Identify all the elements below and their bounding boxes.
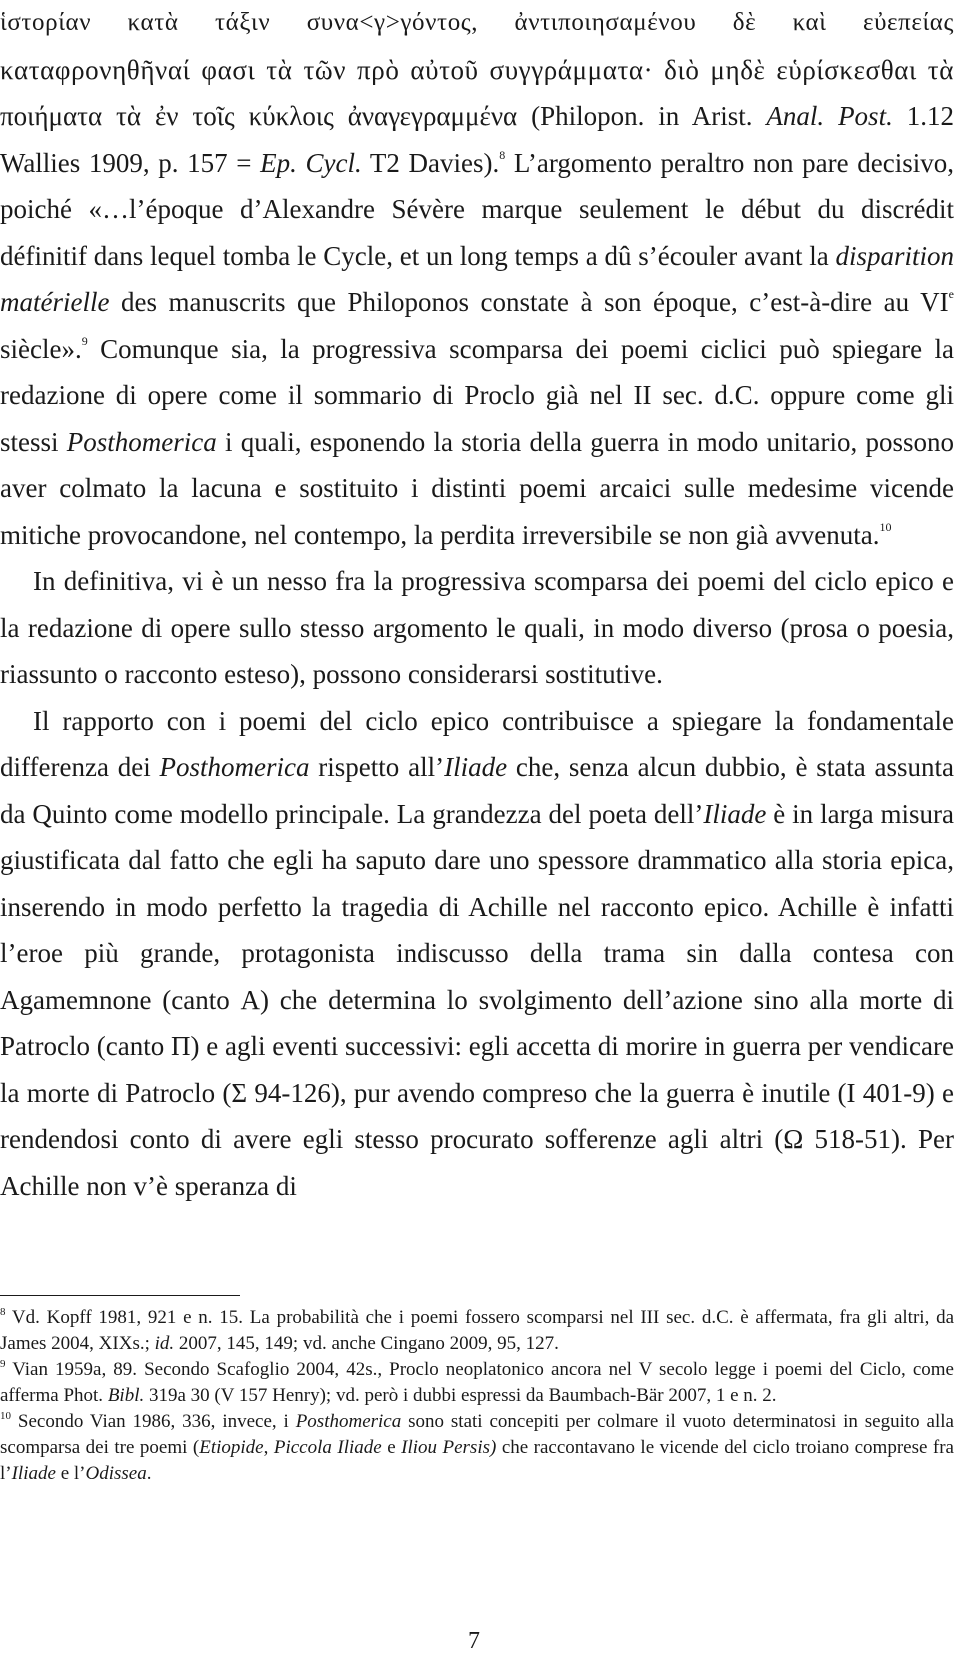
greek-quote-line-2: καταφρονηθῆναί φασι τὰ τῶν πρὸ αὐτοῦ συγγράμματα· διὸ μηδὲ εὑρίσκεσθαι τὰ	[0, 54, 954, 85]
text-run: sono stati concepiti per colmare il vuoto determinatosi in seguito alla scomparsa dei tre poemi (	[0, 1411, 954, 1458]
text-run: T2 Davies).	[361, 147, 500, 178]
text-run: Vd. Kopff 1981, 921 e n. 15. La probabilità che i poemi fossero scomparsi nel III sec. d.C. è affermata, fra gli altri, da James 2004, XIXs.;	[0, 1307, 954, 1354]
text-run: Secondo Vian 1986, 336, invece, i	[11, 1411, 296, 1432]
italic-title: Iliade	[444, 752, 508, 782]
text-run: che, senza alcun dubbio, è stata assunta da Quinto come modello principale. La grandezza del poeta dell’	[0, 752, 955, 829]
italic-title: Iliade	[11, 1463, 56, 1484]
italic-title: Posthomerica	[159, 752, 310, 782]
footnote-ref-8[interactable]: 8	[499, 147, 506, 162]
italic-title: Posthomerica	[66, 426, 217, 457]
italic-phrase: disparition matérielle	[0, 240, 954, 317]
italic-title: Posthomerica	[295, 1411, 402, 1432]
text-run: siècle».	[0, 333, 82, 364]
greek-quote-line-3	[0, 93, 954, 140]
text-run: 1.12	[892, 101, 954, 131]
footnotes	[0, 1305, 954, 1487]
text-run: i quali, esponendo la storia della guerra in modo unitario, possono aver colmato la lacuna e sostituito i distinti poemi arcaici sulle medesime vicende mitiche provocandone, nel contempo, la perdita irreversibile se non già avvenuta.	[0, 426, 954, 550]
text-run: che raccontavano le vicende del ciclo troiano comprese fra l’	[0, 1437, 954, 1484]
citation-italic: Ep. Cycl.	[260, 147, 362, 178]
footnote-ref-9[interactable]: 9	[81, 333, 88, 348]
text-run: 2007, 145, 149; vd. anche Cingano 2009, 95, 127.	[174, 1333, 559, 1354]
text-run: ποιήματα τὰ ἐν τοῖς κύκλοις ἀναγεγραμμένα (Philopon. in Arist.	[0, 101, 767, 131]
greek-quote-line-1: ἱστορίαν κατὰ τάξιν συνα<γ>γόντος, ἀντιποιησαμένου δὲ καὶ εὐεπείας	[0, 9, 954, 36]
footnote-10	[0, 1409, 954, 1487]
superscript-e: e	[948, 287, 954, 301]
footnote-number: 10	[0, 1410, 11, 1422]
italic-title: Piccola Iliade	[273, 1437, 382, 1458]
footnote-9	[0, 1357, 954, 1409]
footnote-number: 9	[0, 1358, 6, 1370]
italic-title: Iliou Persis)	[401, 1437, 497, 1458]
text-run: L’argomento peraltro non pare decisivo, poiché «…l’époque d’Alexandre Sévère marque seulement le début du discrédit définitif dans lequel tomba le Cycle, et un long temps a dû s’écouler avant la	[0, 147, 954, 271]
italic-abbrev: Bibl.	[107, 1385, 145, 1406]
text-run: e l’	[55, 1463, 86, 1484]
page-number: 7	[468, 1628, 480, 1654]
italic-title: Odissea	[85, 1463, 147, 1484]
text-run: Comunque sia, la progressiva scomparsa dei poemi ciclici può spiegare la redazione di opere come il sommario di Proclo già nel II sec. d.C. oppure come gli stessi	[0, 333, 954, 457]
italic-abbrev: id.	[154, 1333, 175, 1354]
footnote-number: 8	[0, 1306, 6, 1318]
footnote-ref-10[interactable]: 10	[879, 519, 892, 534]
paragraph-1	[0, 0, 954, 558]
text-run: e	[381, 1437, 402, 1458]
greek-quote-line-4	[0, 148, 499, 178]
paragraph-3	[0, 698, 954, 1210]
text-run: Vian 1959a, 89. Secondo Scafoglio 2004, 42s., Proclo neoplatonico ancora nel V secolo legge i poemi del Ciclo, come afferma Phot.	[0, 1359, 954, 1406]
italic-title: Iliade	[703, 798, 767, 829]
text-run: .	[146, 1463, 152, 1484]
text-run: Il rapporto con i poemi del ciclo epico contribuisce a spiegare la fondamentale differenza dei	[0, 705, 954, 782]
text-run: rispetto all’	[309, 752, 445, 782]
footnote-8	[0, 1305, 954, 1357]
text-run: è in larga misura giustificata dal fatto che egli ha saputo dare uno spessore drammatico alla storia epica, inserendo in modo perfetto la tragedia di Achille nel racconto epico. Achille è infatti l’eroe più grande, protagonista indiscusso della trama sin dalla contesa con Agamemnone (canto Α) che determina lo svolgimento dell’azione sino alla morte di Patroclo (canto Π) e agli eventi successivi: egli accetta di morire in guerra per vendicare la morte di Patroclo (Σ 94-126), pur avendo compreso che la guerra è inutile (Ι 401-9) e rendendosi conto di avere egli stesso procurato sofferenze agli altri (Ω 518-51). Per Achille non v’è speranza di	[0, 798, 954, 1201]
footnote-separator	[0, 1295, 240, 1296]
text-run: des manuscrits que Philoponos constate à son époque, c’est-à-dire au VI	[109, 287, 949, 317]
italic-title: Etiopide	[199, 1437, 264, 1458]
text-run: ,	[263, 1437, 274, 1458]
citation-italic: Anal. Post.	[766, 101, 893, 131]
text-run: 319a 30 (V 157 Henry); vd. però i dubbi espressi da Baumbach-Bär 2007, 1 e n. 2.	[144, 1385, 777, 1406]
text-run: Wallies 1909, p. 157 =	[0, 147, 261, 178]
paragraph-2: In definitiva, vi è un nesso fra la progressiva scomparsa dei poemi del ciclo epico e la redazione di opere sullo stesso argomento le quali, in modo diverso (prosa o poesia, riassunto o racconto esteso), possono considerarsi sostitutive.	[0, 566, 954, 689]
